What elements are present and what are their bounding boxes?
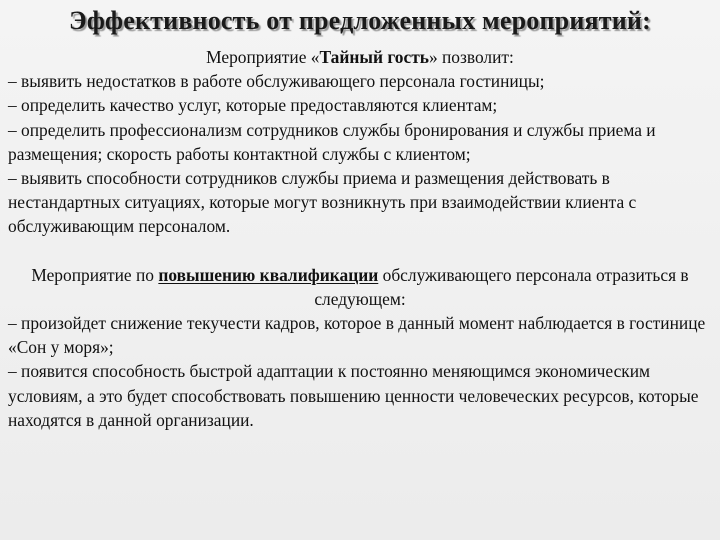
section2-item: – произойдет снижение текучести кадров, которое в данный момент наблюдается в гостинице «Сон у моря»; [8, 313, 706, 358]
section1-item: – определить качество услуг, которые предоставляются клиентам; [8, 95, 498, 116]
section2-item: – появится способность быстрой адаптации к постоянно меняющимся экономическим условиям, а это будет способствовать повышению ценности человеческих ресурсов, которые находятся в данной организации. [8, 361, 699, 430]
section1-item: – определить профессионализм сотрудников службы бронирования и службы приема и размещения; скорость работы контактной службы с клиентом; [8, 119, 656, 164]
section2-intro-suffix: обслуживающего персонала отразиться в следующем: [314, 264, 689, 309]
section1-intro-prefix: Мероприятие « [206, 47, 320, 67]
section2-intro-bold: повышению квалификации [158, 264, 379, 285]
section1-item: – выявить способности сотрудников службы приема и размещения действовать в нестандартных ситуациях, которые могут возникнуть при взаимодействии клиента с обслуживающим персоналом. [8, 168, 637, 237]
section2-intro-prefix: Мероприятие по [31, 264, 159, 285]
section1-item: – выявить недостатков в работе обслуживающего персонала гостиницы; [8, 71, 545, 92]
section1-intro [8, 45, 712, 69]
section1-intro-suffix: » позволит: [428, 47, 514, 67]
slide-title: Эффективность от предложенных мероприятий: [69, 6, 651, 35]
section2-intro [8, 263, 712, 311]
section1-intro-bold: Тайный гость [319, 47, 429, 67]
